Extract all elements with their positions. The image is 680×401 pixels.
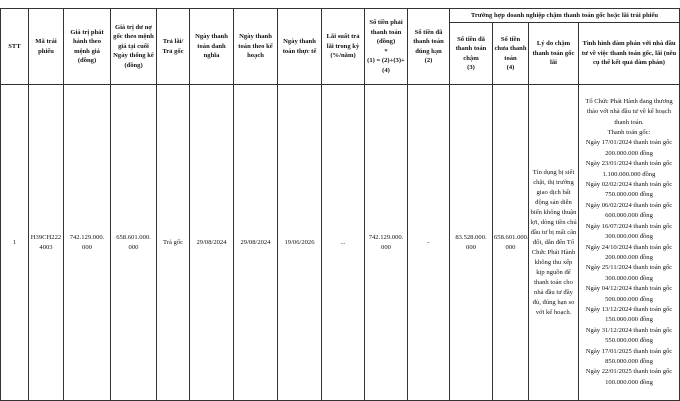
late-paid-title: Số tiền đã thanh toán chậm (455, 35, 487, 62)
cell-nominal-date: 29/08/2024 (190, 85, 234, 401)
status-line: 850.000.000 đồng (605, 357, 653, 365)
header-reason: Lý do chậm thanh toán gốc lãi (529, 23, 579, 85)
bond-payment-table (0, 8, 680, 401)
status-line: 100.000.000 đồng (605, 378, 653, 386)
amount-paid-on-time-title: Số tiền đã thanh toán đúng hạn (413, 28, 444, 55)
cell-reason: Tín dụng bị siết chặt, thị trường giao dịch bất động sản diễn biến không thuận lợi, dòng tiền chủ đầu tư bị mất cân đối, dẫn đến Tổ Chức Phát Hành không thu xếp kịp nguồn để thanh toán cho nhà đầu tư đầy đủ, đúng hạn so với kế hoạch. (529, 85, 579, 401)
status-line: Ngày 25/11/2024 thanh toán gốc (585, 264, 673, 272)
cell-status (579, 85, 680, 401)
header-bond-code: Mã trái phiếu (29, 9, 64, 85)
status-line: 600.000.000 đồng (605, 212, 653, 220)
status-line: Ngày 23/01/2024 thanh toán gốc (585, 160, 673, 168)
status-line: Ngày 17/01/2024 thanh toán gốc (585, 139, 673, 147)
status-line: 200.000.000 đồng (605, 149, 653, 157)
unpaid-title: Số tiền chưa thanh toán (494, 35, 527, 62)
header-interest-rate: Lãi suất trả lãi trong kỳ (%/năm) (322, 9, 365, 85)
status-line: Ngày 06/02/2024 thanh toán gốc (585, 201, 673, 209)
cell-stt: 1 (1, 85, 29, 401)
cell-payment-type: Trả gốc (157, 85, 190, 401)
cell-amount-paid-on-time: - (408, 85, 450, 401)
header-late-paid (450, 23, 493, 85)
status-line: Ngày 02/02/2024 thanh toán gốc (585, 181, 673, 189)
amount-payable-formula: (1) = (2)+(3)+(4) (367, 57, 405, 74)
status-subtitle: Thanh toán gốc: (607, 129, 651, 137)
header-unpaid (493, 23, 529, 85)
status-line: 200.000.000 đồng (605, 253, 653, 261)
header-amount-paid-on-time (408, 9, 450, 85)
header-payment-type: Trả lãi/ Trả gốc (157, 9, 190, 85)
cell-amount-payable: 742.129.000. 000 (365, 85, 408, 401)
status-line: 500.000.000 đồng (605, 295, 653, 303)
status-line: 750.000.000 đồng (605, 191, 653, 199)
header-stt: STT (1, 9, 29, 85)
cell-interest-rate: ... (322, 85, 365, 401)
header-issue-value: Giá trị phát hành theo mệnh giá (đồng) (64, 9, 111, 85)
status-line: Ngày 31/12/2024 thanh toán gốc (585, 326, 673, 334)
amount-paid-on-time-num: (2) (424, 57, 433, 64)
cell-planned-date: 29/08/2024 (234, 85, 278, 401)
status-line: 550.000.000 đồng (605, 337, 653, 345)
status-line: 300.000.000 đồng (605, 233, 653, 241)
header-actual-date: Ngày thanh toán thực tế (278, 9, 322, 85)
status-line: Ngày 04/12/2024 thanh toán gốc (585, 285, 673, 293)
late-paid-num: (3) (467, 64, 475, 71)
cell-unpaid: 658.601.000. 000 (493, 85, 529, 401)
header-amount-payable (365, 9, 408, 85)
status-line: 1.100.000.000 đồng (602, 170, 656, 178)
status-line: Ngày 17/01/2025 thanh toán gốc (585, 347, 673, 355)
status-line: Ngày 22/01/2025 thanh toán gốc (585, 368, 673, 376)
status-line: Ngày 13/12/2024 thanh toán gốc (585, 305, 673, 313)
header-nominal-date: Ngày thanh toán danh nghĩa (190, 9, 234, 85)
header-late-payment-group: Trường hợp doanh nghiệp chậm thanh toán gốc hoặc lãi trái phiếu (450, 9, 680, 23)
cell-actual-date: 19/06/2026 (278, 85, 322, 401)
unpaid-num: (4) (506, 64, 515, 71)
amount-payable-star: * (384, 47, 388, 55)
header-planned-date: Ngày thanh toán theo kế hoạch (234, 9, 278, 85)
header-status: Tình hình đàm phán với nhà đầu tư về việc thanh toán gốc, lãi (nêu cụ thể kết quả đàm phán) (579, 23, 680, 85)
status-line: Ngày 16/07/2024 thanh toán gốc (585, 222, 673, 230)
status-line: 150.000.000 đồng (605, 316, 653, 324)
table-row (1, 85, 680, 401)
cell-issue-value: 742.129.000. 000 (64, 85, 111, 401)
amount-payable-title: Số tiền phải thanh toán (đồng) (369, 19, 403, 45)
status-line: Ngày 24/10/2024 thanh toán gốc (585, 243, 673, 251)
cell-outstanding-value: 658.601.000. 000 (111, 85, 157, 401)
status-intro: Tổ Chức Phát Hành đang thương thảo với nhà đầu tư về kế hoạch thanh toán. (585, 97, 673, 126)
header-outstanding-value: Giá trị dư nợ gốc theo mệnh giá tại cuối Ngày thống kê (đồng) (111, 9, 157, 85)
cell-bond-code: H39CH222 4003 (29, 85, 64, 401)
cell-late-paid: 83.528.000. 000 (450, 85, 493, 401)
status-lines (580, 138, 678, 388)
status-line: 300.000.000 đồng (605, 274, 653, 282)
